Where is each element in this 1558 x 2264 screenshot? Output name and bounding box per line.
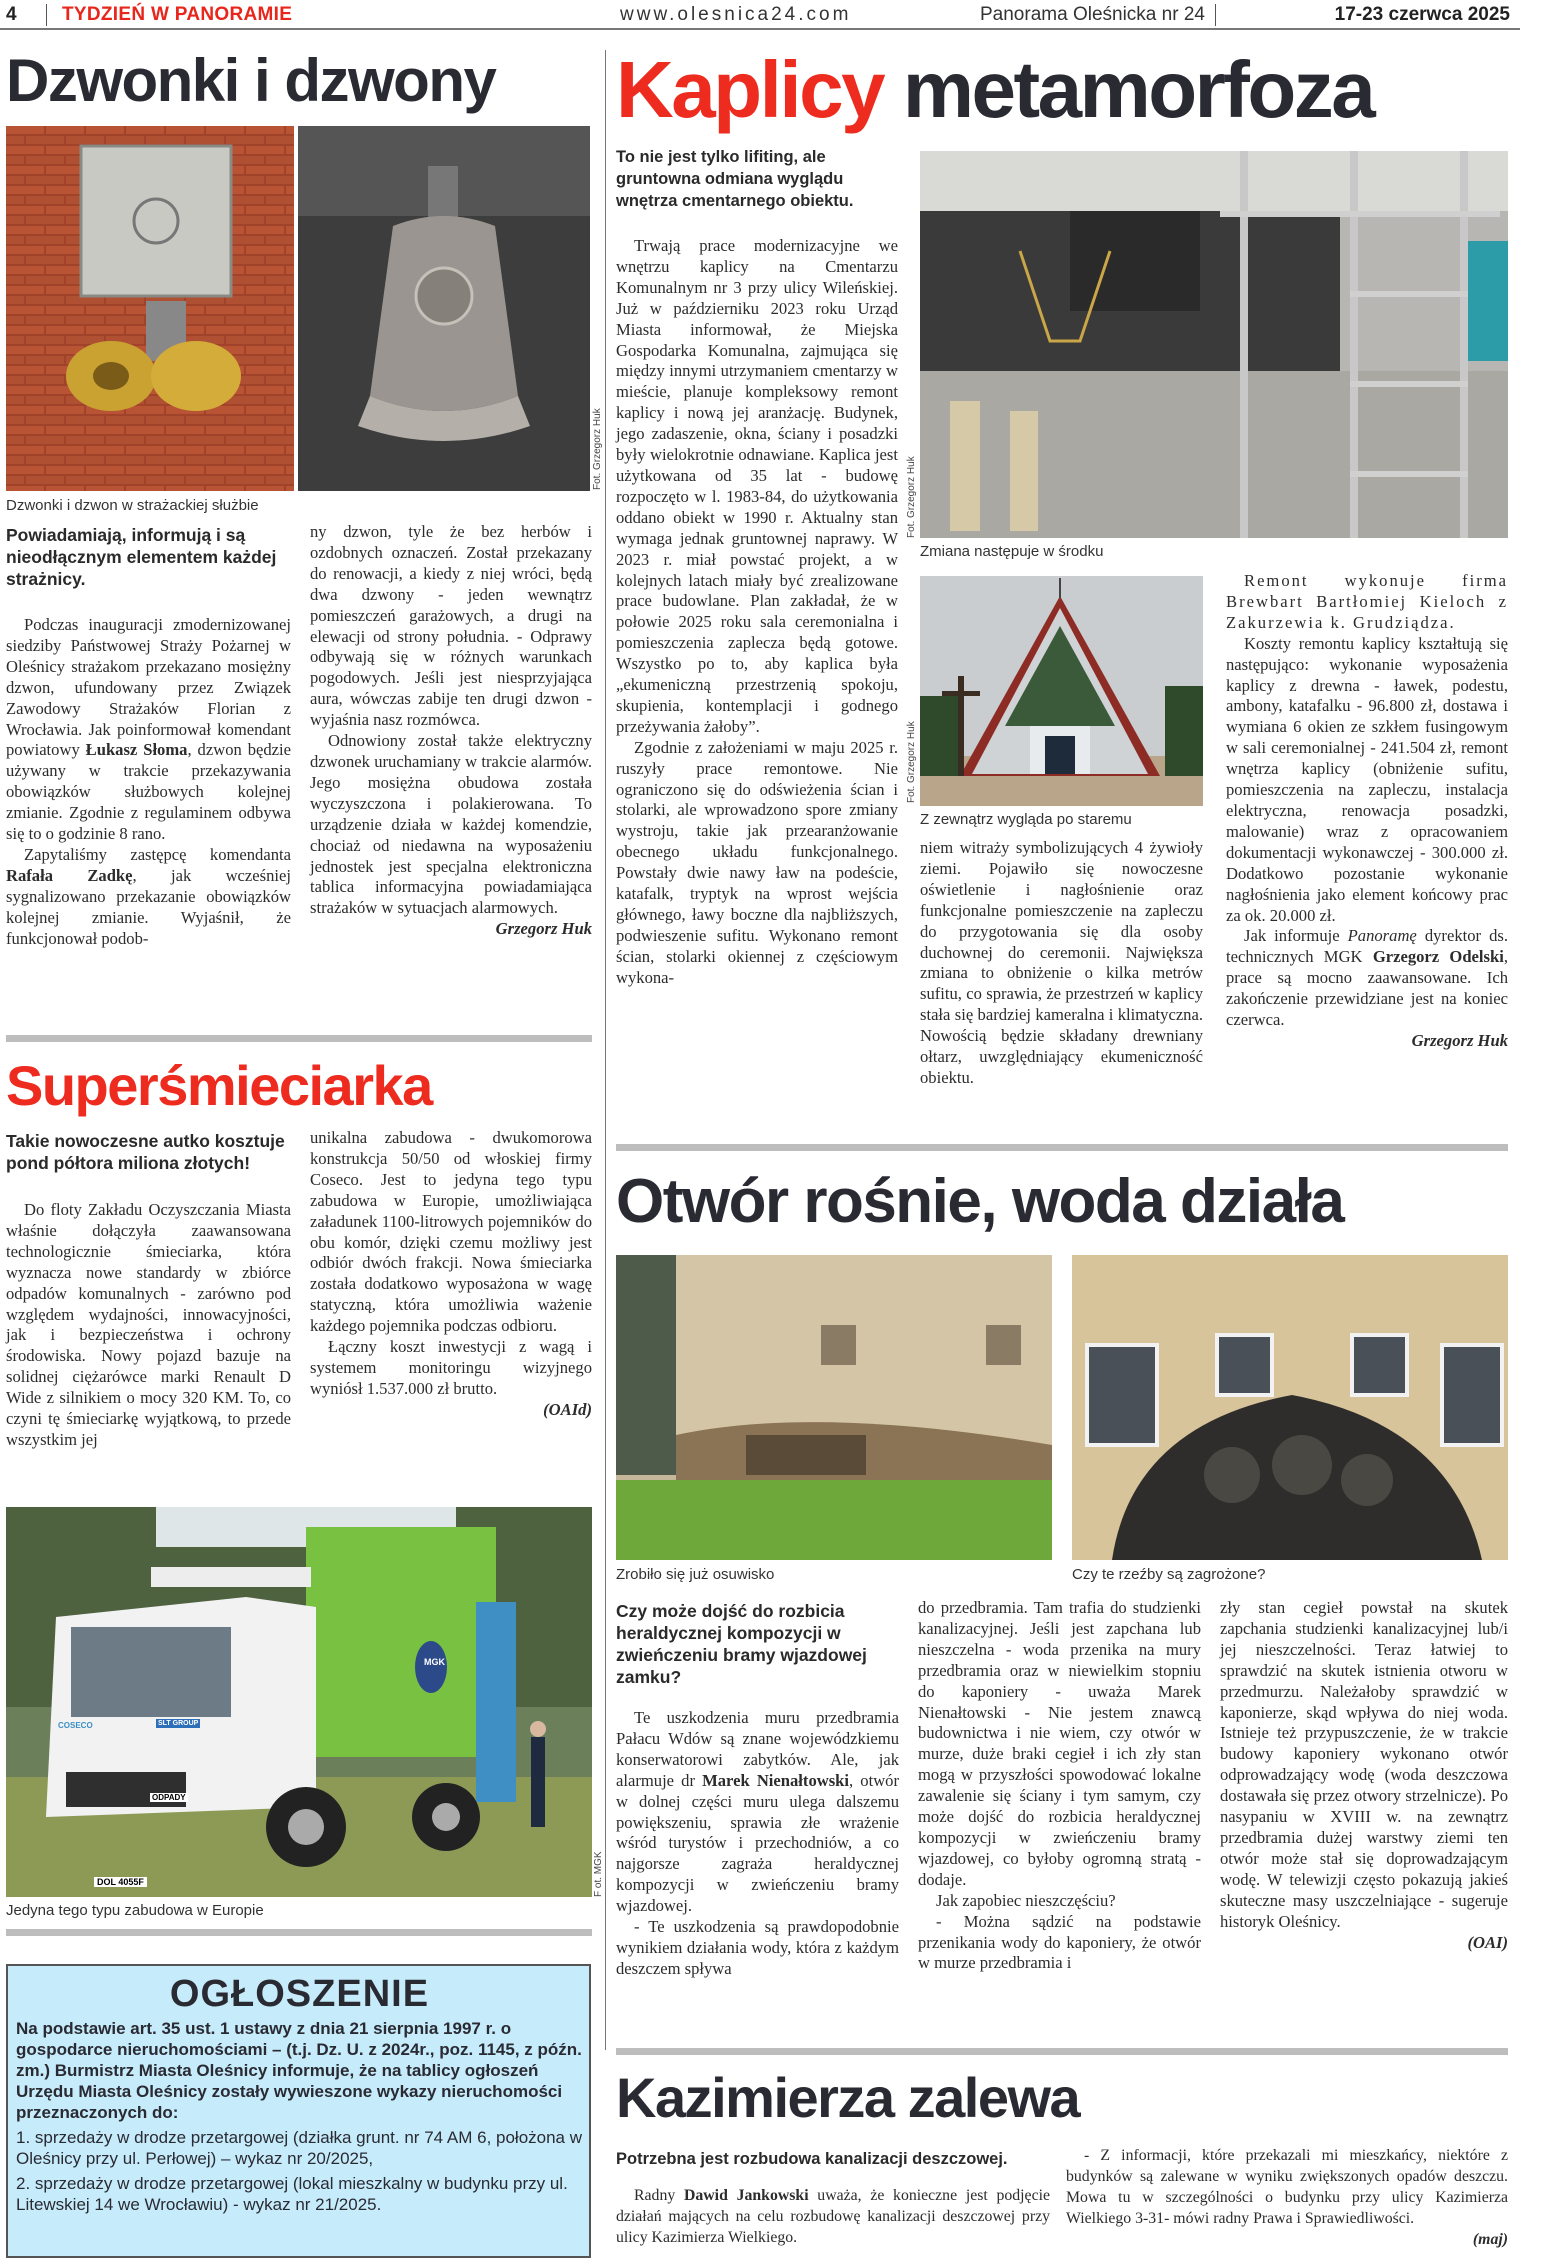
- person-name: Marek Nienałtowski: [702, 1770, 850, 1790]
- photo-caption: Dzwonki i dzwon w strażackiej służbie: [6, 497, 259, 514]
- photo-caption: Jedyna tego typu zabudowa w Europie: [6, 1902, 264, 1919]
- bell-wall-image: [6, 126, 294, 491]
- person-name: Dawid Jankowski: [683, 2187, 809, 2204]
- photo-credit: F ot. MGK: [593, 1851, 604, 1897]
- photo-garbage-truck: [6, 1507, 592, 1897]
- chapel-interior-image: [920, 151, 1508, 538]
- photo-caption: Z zewnątrz wygląda po staremu: [920, 811, 1132, 828]
- text: uważa, że konieczne jest podjęcie działań mających na celu rozbudowę kanalizacji deszczowej przy ulicy Kazimierza Wielkiego.: [616, 2187, 1050, 2246]
- license-plate: DOL 4055F: [94, 1877, 147, 1887]
- paragraph: ny dzwon, tyle że bez herbów i ozdobnych oznaczeń. Został przekazany do renowacji, a kiedy z niej wróci, będą dwa dzwony - jeden wewnątrz pomieszczeń garażowych, a drugi na elewacji od strony południa. - Odprawy odbywają się w różnych warunkach pogodowych. Jeśli jest niesprzyjająca aura, wówczas zabije ten drugi dzwon - wyjaśnia nasz rozmówca.: [310, 522, 592, 730]
- article-kazimierza-lead: Potrzebna jest rozbudowa kanalizacji deszczowej.: [616, 2150, 1008, 2168]
- page-header: [0, 0, 1520, 30]
- text: Podczas inauguracji zmodernizowanej siedziby Państwowej Straży Pożarnej w Oleśnicy strażakom przekazano mosiężny dzwon, ufundowany przez Związek Zawodowy Strażaków Florian z Wrocławia. Jak poinformował komendant powiatowy: [6, 615, 291, 760]
- announcement-title: OGŁOSZENIE: [169, 1973, 430, 2015]
- website-link[interactable]: www.olesnica24.com: [620, 4, 852, 25]
- text: , dzwon będzie używany w trakcie przekazywania obowiązków służbowych kolejnej zmianie. Zgodnie z regulaminem odbywa się to o godzinie 8 rano.: [6, 740, 291, 844]
- article-otwor-lead: Czy może dojść do rozbicia heraldycznej kompozycji w zwieńczeniu bramy wjazdowej zamku?: [616, 1601, 867, 1687]
- article-smieciarka-col1: [6, 1200, 291, 1451]
- photo-bells-wall: [6, 126, 294, 491]
- photo-credit: Fot. Grzegorz Huk: [906, 721, 917, 803]
- paragraph: - Z informacji, które przekazali mi mieszkańcy, niektóre z budynków są zalewane w wyniku zwiększonych opadów deszczu. Mowa tu w szczególności o budynku przy ulicy Kazimierza Wielkiego 3-31- mówi radny Prawa i Sprawiedliwości.: [1066, 2147, 1508, 2227]
- wall-image: [616, 1255, 1052, 1560]
- photo-gate-sculptures: [1072, 1255, 1508, 1560]
- photo-credit: Fot. Grzegorz Huk: [592, 408, 603, 490]
- author-signature: (maj): [1472, 2230, 1508, 2248]
- author-signature: (OAId): [543, 1399, 592, 1419]
- author-signature: Grzegorz Huk: [495, 919, 592, 939]
- chapel-exterior-image: [920, 576, 1203, 806]
- divider: [1215, 4, 1216, 26]
- announcement-item: 1. sprzedaży w drodze przetargowej (działka grunt. nr 74 AM 6, położona w Oleśnicy przy ul. Perłowej) – wykaz nr 20/2025,: [16, 2128, 583, 2168]
- text: Jak informuje: [1244, 926, 1348, 946]
- article-kazimierza-col2: [1066, 2146, 1508, 2251]
- article-kaplica-title: [616, 44, 1373, 136]
- author-signature: Grzegorz Huk: [1411, 1030, 1508, 1050]
- announcement-item: 2. sprzedaży w drodze przetargowej (lokal mieszkalny w budynku przy ul. Litewskiej 14 we Wrocławiu) - wykaz nr 21/2025.: [16, 2174, 568, 2214]
- photo-caption: Czy te rzeźby są zagrożone?: [1072, 1566, 1266, 1583]
- paragraph: zły stan cegieł powstał na skutek zapchania studzienki kanalizacyjnej lub/i jej nieszczelności. Teraz łatwiej to sprawdzić na skutek istnienia otworu w przedmurzu. Należałoby sprawdzić w kaponierze, skąd wpływa do niej woda. Istnieje też przypuszczenie, że w trakcie budowy kaponiery wykonano otwór odprowadzający wodę (woda deszczowa dostawała się przez otwory strzelnicze). Po nasypaniu w XVIII w. na zewnątrz przedbramia dużej warstwy ziemi ten otwór może stał się doprowadzającym wodę. W telewizji często pokazują jakieś skuteczne masy uszczelniające - sugeruje historyk Oleśnicy.: [1220, 1598, 1508, 1931]
- author-signature: (OAI): [1467, 1932, 1508, 1952]
- paragraph: Remont wykonuje firma Brewbart Bartłomiej Kieloch z Zakurzewia k. Grudziądza.: [1226, 571, 1508, 632]
- text: , otwór w dolnej części muru ulega dalszemu powiększeniu, sprawia złe wrażenie wśród turystów i przechodniów, a co najgorsze zagraża heraldycznej kompozycji w zwieńczeniu bramy wjazdowej.: [616, 1770, 900, 1916]
- section-divider: [616, 1144, 1508, 1151]
- section-divider: [616, 2048, 1508, 2055]
- announcement-body: Na podstawie art. 35 ust. 1 ustawy z dnia 21 sierpnia 1997 r. o gospodarce nieruchomościami – (t.j. Dz. U. z 2024r., poz. 1145, z późn. zm.) Burmistrz Miasta Oleśnicy informuje, że na tablicy ogłoszeń Urzędu Miasta Oleśnicy zostały wywieszone wykazy nieruchomości przeznaczonych do:: [16, 2019, 582, 2122]
- article-kaplica-col2: [920, 838, 1203, 1089]
- section-divider: [6, 1929, 592, 1936]
- truck-sign-label: ODPADY: [152, 1793, 186, 1802]
- article-otwor-title: Otwór rośnie, woda działa: [616, 1167, 1344, 1236]
- paragraph: - Te uszkodzenia są prawdopodobnie wynikiem działania wody, która z każdym deszczem spływa: [616, 1917, 899, 1978]
- article-kazimierza-title: Kazimierza zalewa: [616, 2066, 1080, 2129]
- article-otwor-col1: [616, 1708, 899, 1980]
- sculpture-image: [1072, 1255, 1508, 1560]
- article-dzwonki-title: Dzwonki i dzwony: [6, 47, 496, 114]
- article-kazimierza-col1: [616, 2186, 1050, 2249]
- article-smieciarka-title: Superśmieciarka: [6, 1054, 432, 1117]
- article-otwor-col3: [1220, 1598, 1508, 1953]
- person-name: Grzegorz Odelski: [1372, 947, 1504, 967]
- truck-group-label: SLT GROUP: [158, 1720, 199, 1727]
- photo-brass-bell: [298, 126, 590, 491]
- text: Te uszkodzenia muru przedbramia Pałacu Wdów są znane wojewódzkiemu konserwatorowi zabytków. Ale, jak alarmuje dr: [616, 1708, 899, 1790]
- truck-logo-label: MGK: [424, 1657, 445, 1667]
- page-number: 4: [6, 4, 17, 25]
- article-kaplica-col3: [1226, 571, 1508, 1052]
- issue-date: 17-23 czerwca 2025: [1334, 4, 1510, 25]
- photo-caption: Zmiana następuje w środku: [920, 543, 1104, 560]
- article-kaplica-lead: To nie jest tylko lifiting, ale gruntowna odmiana wyglądu wnętrza cmentarnego obiektu.: [616, 148, 854, 210]
- paragraph: do przedbramia. Tam trafia do studzienki kanalizacyjnej. Jeśli jest zapchana lub nieszczelna - woda przenika na mury przedbramia oraz w niewielkim stopniu do kaponiery - uważa Marek Nienałtowski - Nie jestem znawcą budownictwa i nie wiem, czy otwór w murze, duże braki cegieł i ich zły stan mogą w przyszłości spowodować lokalne zawalenie się ściany i tym samym, czy może dojść do rozbicia heraldycznej kompozycji w zwieńczeniu bramy wjazdowej, co byłoby ogromną stratą - dodaje.: [918, 1598, 1201, 1889]
- article-smieciarka-col2: [310, 1128, 592, 1421]
- title-dark-part: metamorfoza: [902, 45, 1374, 134]
- text: Zapytaliśmy zastępcę komendanta: [24, 844, 291, 864]
- announcement-box: [6, 1964, 591, 2258]
- truck-image: [6, 1507, 592, 1897]
- article-dzwonki-col2: [310, 522, 592, 940]
- issue-label: Panorama Oleśnicka nr 24: [980, 4, 1205, 25]
- publication-name: Panoramę: [1347, 926, 1417, 946]
- paragraph: Trwają prace modernizacyjne we wnętrzu kaplicy na Cmentarzu Komunalnym nr 3 przy ulicy Wileńskiej. Już w październiku 2023 roku Urząd Miasta informował, że Miejska Gospodarka Komunalna, zajmująca się między innymi utrzymaniem cmentarzy w mieście, planuje kompleksowy remont kaplicy i nową jej aranżację. Budynek, jego zadaszenie, okna, ściany i posadzki były wielokrotnie odnawiane. Kaplica jest użytkowana od 35 lat - budowę rozpoczęto w l. 1983-84, do użytkowania oddano obiekt w 1990 r. Aktualny stan wymaga jednak gruntownej naprawy. W 2023 r. miał powstać projekt, a w kolejnych latach miały być zrealizowane prace budowlane. Plan zakładał, że w połowie 2025 roku sala ceremonialna i pomieszczenia zaplecza będą gotowe. Wszystko po to, aby kaplica była „ekumeniczną przestrzenią spokoju, skupienia, kontemplacji i godnego przeżywania żałoby”.: [616, 236, 898, 736]
- photo-chapel-interior: [920, 151, 1508, 538]
- photo-chapel-exterior: [920, 576, 1203, 806]
- column-divider: [605, 50, 606, 2050]
- paragraph: Odnowiony został także elektryczny dzwonek uruchamiany w trakcie alarmów. Jego mosiężna obudowa została wyczyszczona i polakierowana. To urządzenie działa w każdej komendzie, chociaż od niedawna na wyposażeniu jednostek jest specjalna elektroniczna tablica informacyjna powiadamiająca strażaków w sytuacjach alarmowych.: [310, 731, 592, 918]
- person-name: Łukasz Słoma: [85, 740, 188, 760]
- paragraph: Łączny koszt inwestycji z wagą i systemem monitoringu wizyjnego wyniósł 1.537.000 zł brutto.: [310, 1337, 592, 1398]
- paragraph: - Można sądzić na podstawie przenikania wody do kaponiery, że otwór w murze przedbramia i: [918, 1911, 1201, 1973]
- text: , jak wcześniej sygnalizowano przekazanie obowiązków kolejnej zmianie. Wyjaśnił, że funkcjonował podob-: [6, 865, 291, 948]
- text: Radny: [634, 2187, 684, 2204]
- paragraph: Zgodnie z założeniami w maju 2025 r. ruszyły prace remontowe. Nie ograniczono się do odświeżenia ścian i stolarki, ale wprowadzono spore zmiany wystroju, takie jak przearanżowanie obecnego układu funkcjonalnego. Powstały dwie nawy ław na podeście, katafalk, tryptyk na wprost wejścia głównego, ławy boczne dla najbliższych, podwieszenie sufitu. Wykonano remont ścian, stolarki okiennej z częściowym wykona-: [616, 737, 898, 987]
- article-dzwonki-col1: [6, 615, 291, 950]
- article-otwor-col2: [918, 1598, 1201, 1974]
- truck-brand-label: COSECO: [58, 1721, 93, 1730]
- photo-wall-landslide: [616, 1255, 1052, 1560]
- paragraph: niem witraży symbolizujących 4 żywioły ziemi. Pojawiło się nowoczesne oświetlenie i nagłośnienie oraz funkcjonalne pomieszczenie na zapleczu do przygotowania się dla osoby duchownej do ceremonii. Największa zmiana to obniżenie o kilka metrów sufitu, co sprawia, że przestrzeń w kaplicy stała się bardziej kameralna i klimatyczna. Nowością będzie składany drewniany ołtarz, uwzględniający ekumeniczność obiektu.: [920, 838, 1203, 1087]
- article-kaplica-col1: [616, 236, 898, 989]
- paragraph: Do floty Zakładu Oczyszczania Miasta właśnie dołączyła zaawansowana technologicznie śmieciarka, która wyznacza nowe standardy w zbiórce odpadów komunalnych - zarówno pod względem wydajności, innowacyjności, jak i bezpieczeństwa i ochrony środowiska. Nowy pojazd bazuje na solidnej ciężarówce marki Renault D Wide z silnikiem o mocy 320 KM. To, co czyni tę śmieciarkę wyjątkową, to przede wszystkim jej: [6, 1200, 291, 1449]
- section-name: TYDZIEŃ W PANORAMIE: [62, 4, 293, 25]
- text: , prace są mocno zaawansowane. Ich zakończenie przewidziane jest na koniec czerwca.: [1226, 947, 1508, 1030]
- text: dyrektor ds. technicznych MGK: [1226, 926, 1509, 967]
- bell-image: [298, 126, 590, 491]
- section-divider: [6, 1035, 592, 1042]
- paragraph: Jak zapobiec nieszczęściu?: [936, 1890, 1116, 1910]
- divider: [46, 4, 47, 26]
- article-dzwonki-lead: Powiadamiają, informują i są nieodłącznym elementem każdej strażnicy.: [6, 525, 277, 589]
- article-smieciarka-lead: Takie nowoczesne autko kosztuje pond półtora miliona złotych!: [6, 1131, 285, 1173]
- photo-credit: Fot. Grzegorz Huk: [906, 456, 917, 538]
- paragraph: unikalna zabudowa - dwukomorowa konstrukcja 50/50 od włoskiej firmy Coseco. Jest to jedyna tego typu zabudowa w Europie, umożliwiająca załadunek 1100-litrowych pojemników do obu komór, dzięki czemu możliwy jest odbiór dwóch frakcji. Nowa śmieciarka została dodatkowo wyposażona w wagę statyczną, która umożliwia ważenie każdego pojemnika podczas odbioru.: [310, 1128, 592, 1336]
- title-red-part: Kaplicy: [616, 45, 884, 134]
- paragraph: Koszty remontu kaplicy kształtują się następująco: wykonanie wyposażenia kaplicy z drewna - ławek, podestu, ambony, katafalku - 96.800 zł, dostawa i wymiana 6 okien ze szkłem fusingowym w sali ceremonialnej - 241.504 zł, remont wnętrza kaplicy (obniżenie sufitu, pomieszczenia na zapleczu, instalacja elektryczna, renowacja posadzki, malowanie) wraz z opracowaniem dokumentacji wykonawczej - 300.000 zł. Dodatkowo pozostanie wykonanie nagłośnienia jako element końcowy prac za ok. 20.000 zł.: [1226, 633, 1508, 925]
- person-name: Rafała Zadkę: [6, 865, 133, 885]
- photo-caption: Zrobiło się już osuwisko: [616, 1566, 775, 1583]
